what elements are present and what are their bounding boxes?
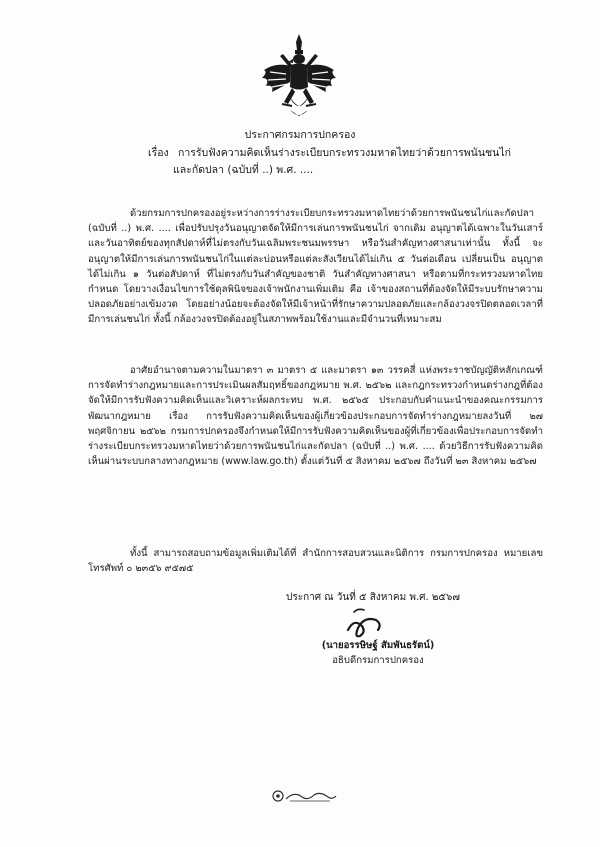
paragraph-text: ทั้งนี้ สามารถสอบถามข้อมูลเพิ่มเติมได้ที่ สำนักการสอบสวนและนิติการ กรมการปกครอง หมายเลขโทรศัพท์ ๐ ๒๓๕๖ ๙๕๗๕ (88, 548, 543, 575)
subject-label: เรื่อง (148, 147, 169, 159)
signer-name: (นายอรรษิษฐ์ สัมพันธรัตน์) (321, 640, 435, 651)
paragraph-text: ด้วยกรมการปกครองอยู่ระหว่างการร่างระเบียบกระทรวงมหาดไทยว่าด้วยการพนันชนไก่และกัดปลา (ฉบับที่ ..) พ.ศ. .... เพื่อปรับปรุงวันอนุญาตจัดให้มีการเล่นการพนันชนไก่ จากเดิม อนุญาตได้เฉพาะในวันเสาร์และวันอาทิตย์ของทุกสัปดาห์ที่ไม่ตรงกับวันเฉลิมพระชนมพรรษา หรือวันสำคัญทางศาสนาเท่านั้น ทั้งนี้ จะอนุญาตให้มีการเล่นการพนันชนไก่ในแต่ละบ่อนหรือแต่ละสังเวียนได้ไม่เกิน ๕ วันต่อเดือน เปลี่ยนเป็น อนุญาตได้ไม่เกิน ๑ วันต่อสัปดาห์ ที่ไม่ตรงกับวันสำคัญของชาติ วันสำคัญทางศาสนา หรือตามที่กระทรวงมหาดไทยกำหนด โดยวางเงื่อนไขการใช้ดุลพินิจของเจ้าพนักงานเพิ่มเติม คือ เจ้าของสถานที่ต้องจัดให้มีระบบรักษาความปลอดภัยอย่างเข้มงวด โดยอย่างน้อยจะต้องจัดให้มีเจ้าหน้าที่รักษาความปลอดภัยและกล้องวงจรปิดตลอดเวลาที่มีการเล่นชนไก่ ทั้งนี้ กล้องวงจรปิดต้องอยู่ในสภาพพร้อมใช้งานและมีจำนวนที่เหมาะสม (88, 208, 543, 326)
announcement-date: ประกาศ ณ วันที่ ๕ สิงหาคม พ.ศ. ๒๕๖๗ (286, 592, 460, 603)
paragraph-text: อาศัยอำนาจตามความในมาตรา ๓ มาตรา ๕ และมาตรา ๑๓ วรรคสี่ แห่งพระราชบัญญัติหลักเกณฑ์การจัดทำร่างกฎหมายและการประเมินผลสัมฤทธิ์ของกฎหมาย พ.ศ. ๒๕๖๒ และกฎกระทรวงกำหนดร่างกฎที่ต้องจัดให้มีการรับฟังความคิดเห็นและวิเคราะห์ผลกระทบ พ.ศ. ๒๕๖๕ ประกอบกับคำแนะนำของคณะกรรมการพัฒนากฎหมาย เรื่อง การรับฟังความคิดเห็นของผู้เกี่ยวข้องประกอบการจัดทำร่างกฎหมายลงวันที่ ๒๗ พฤศจิกายน ๒๕๖๒ กรมการปกครองจึงกำหนดให้มีการรับฟังความคิดเห็นของผู้ที่เกี่ยวข้องเพื่อประกอบการจัดทำร่างระเบียบกระทรวงมหาดไทยว่าด้วยการพนันชนไก่และกัดปลา (ฉบับที่ ..) พ.ศ. .... ด้วยวิธีการรับฟังความคิดเห็นผ่านระบบกลางทางกฎหมาย (www.law.go.th) ตั้งแต่วันที่ ๕ สิงหาคม ๒๕๖๗ ถึงวันที่ ๒๓ สิงหาคม ๒๕๖๗ (88, 365, 543, 468)
agency-heading: ประกาศกรมการปกครอง (244, 129, 356, 141)
body-paragraph-2 (88, 363, 543, 469)
body-paragraph-3 (88, 546, 543, 576)
subject-text-line1: การรับฟังความคิดเห็นร่างระเบียบกระทรวงมหาดไทยว่าด้วยการพนันชนไก่ (178, 147, 511, 159)
body-paragraph-1 (88, 206, 543, 328)
footer-logo-icon (270, 787, 340, 805)
subject-text-line2: และกัดปลา (ฉบับที่ ..) พ.ศ. .... (173, 164, 314, 176)
garuda-emblem-icon (258, 32, 340, 122)
signer-title: อธิบดีกรมการปกครอง (332, 655, 424, 666)
subject-line (148, 146, 568, 161)
